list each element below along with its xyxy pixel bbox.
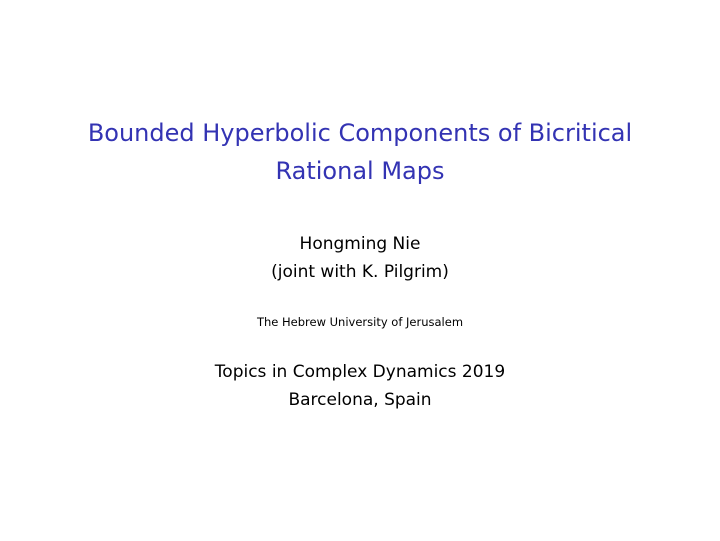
- event-block: [40, 358, 680, 414]
- event-name: Topics in Complex Dynamics 2019: [214, 362, 506, 382]
- slide-title-line-1: Bounded Hyperbolic Components of Bicritical: [87, 119, 633, 147]
- institute: The Hebrew University of Jerusalem: [256, 315, 464, 329]
- slide-title-line-2: Rational Maps: [275, 157, 445, 185]
- event-location: Barcelona, Spain: [288, 390, 432, 410]
- author-block: [40, 230, 680, 286]
- author-name: Hongming Nie: [299, 234, 421, 254]
- slide-title: [40, 114, 680, 190]
- coauthor-note: (joint with K. Pilgrim): [271, 262, 449, 282]
